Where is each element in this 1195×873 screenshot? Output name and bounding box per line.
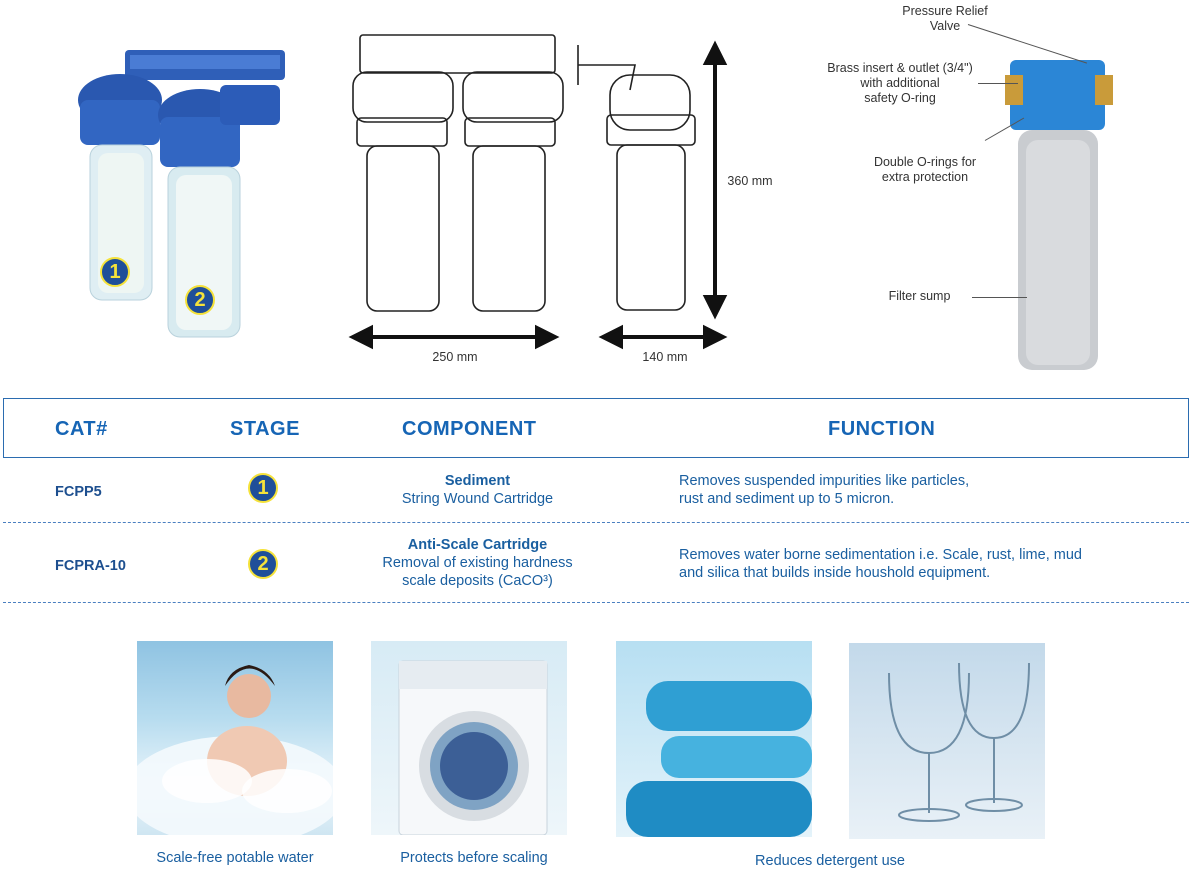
callout-filter-sump: Filter sump <box>888 289 951 303</box>
callout-brass-insert: Brass insert & outlet (3/4") with additional safety O-ring <box>827 61 973 105</box>
table-header <box>3 398 1189 458</box>
photo-washer <box>371 641 567 835</box>
technical-drawing <box>345 30 785 370</box>
product-photo <box>70 45 290 345</box>
single-housing-illustration <box>1000 55 1120 375</box>
row2-cat: FCPRA-10 <box>55 558 126 574</box>
row-divider-1 <box>3 522 1189 523</box>
row2-component-desc: Removal of existing hardness scale deposits (CaCO³) <box>382 555 573 589</box>
dimension-drawing <box>345 30 785 370</box>
caption-washer: Protects before scaling <box>400 850 548 866</box>
header-stage: STAGE <box>230 418 300 440</box>
photo-bath <box>137 641 333 835</box>
row1-component <box>350 472 605 508</box>
photo-towels <box>616 641 812 837</box>
row1-stage-badge: 1 <box>248 473 278 503</box>
product-badge-1: 1 <box>100 257 130 287</box>
row2-function: Removes water borne sedimentation i.e. Scale, rust, lime, mud and silica that builds inside houshold equipment. <box>679 547 1082 581</box>
filter-housing-illustration <box>70 45 290 345</box>
dimension-width-140: 140 mm <box>642 350 688 364</box>
row-divider-2 <box>3 602 1189 603</box>
caption-detergent: Reduces detergent use <box>755 853 905 869</box>
header-function: FUNCTION <box>828 418 936 440</box>
callout-line-brass <box>978 83 1018 84</box>
row1-cat: FCPP5 <box>55 484 102 500</box>
dimension-width-250: 250 mm <box>432 350 478 364</box>
row2-component-title: Anti-Scale Cartridge <box>407 537 548 553</box>
header-cat: CAT# <box>55 418 108 440</box>
photo-glasses <box>849 643 1045 839</box>
row2-stage-badge: 2 <box>248 549 278 579</box>
housing-callout-image <box>1000 55 1120 375</box>
callout-line-sump <box>972 297 1027 298</box>
header-component: COMPONENT <box>402 418 537 440</box>
callout-pressure-relief: Pressure Relief Valve <box>902 4 988 33</box>
caption-bath: Scale-free potable water <box>156 850 314 866</box>
callout-double-orings: Double O-rings for extra protection <box>873 155 977 184</box>
dimension-height-360: 360 mm <box>727 174 773 188</box>
row2-component <box>350 536 605 590</box>
row1-function: Removes suspended impurities like particles, rust and sediment up to 5 micron. <box>679 473 970 507</box>
product-badge-2: 2 <box>185 285 215 315</box>
row1-component-title: Sediment <box>444 473 511 489</box>
row1-component-desc: String Wound Cartridge <box>401 491 554 507</box>
